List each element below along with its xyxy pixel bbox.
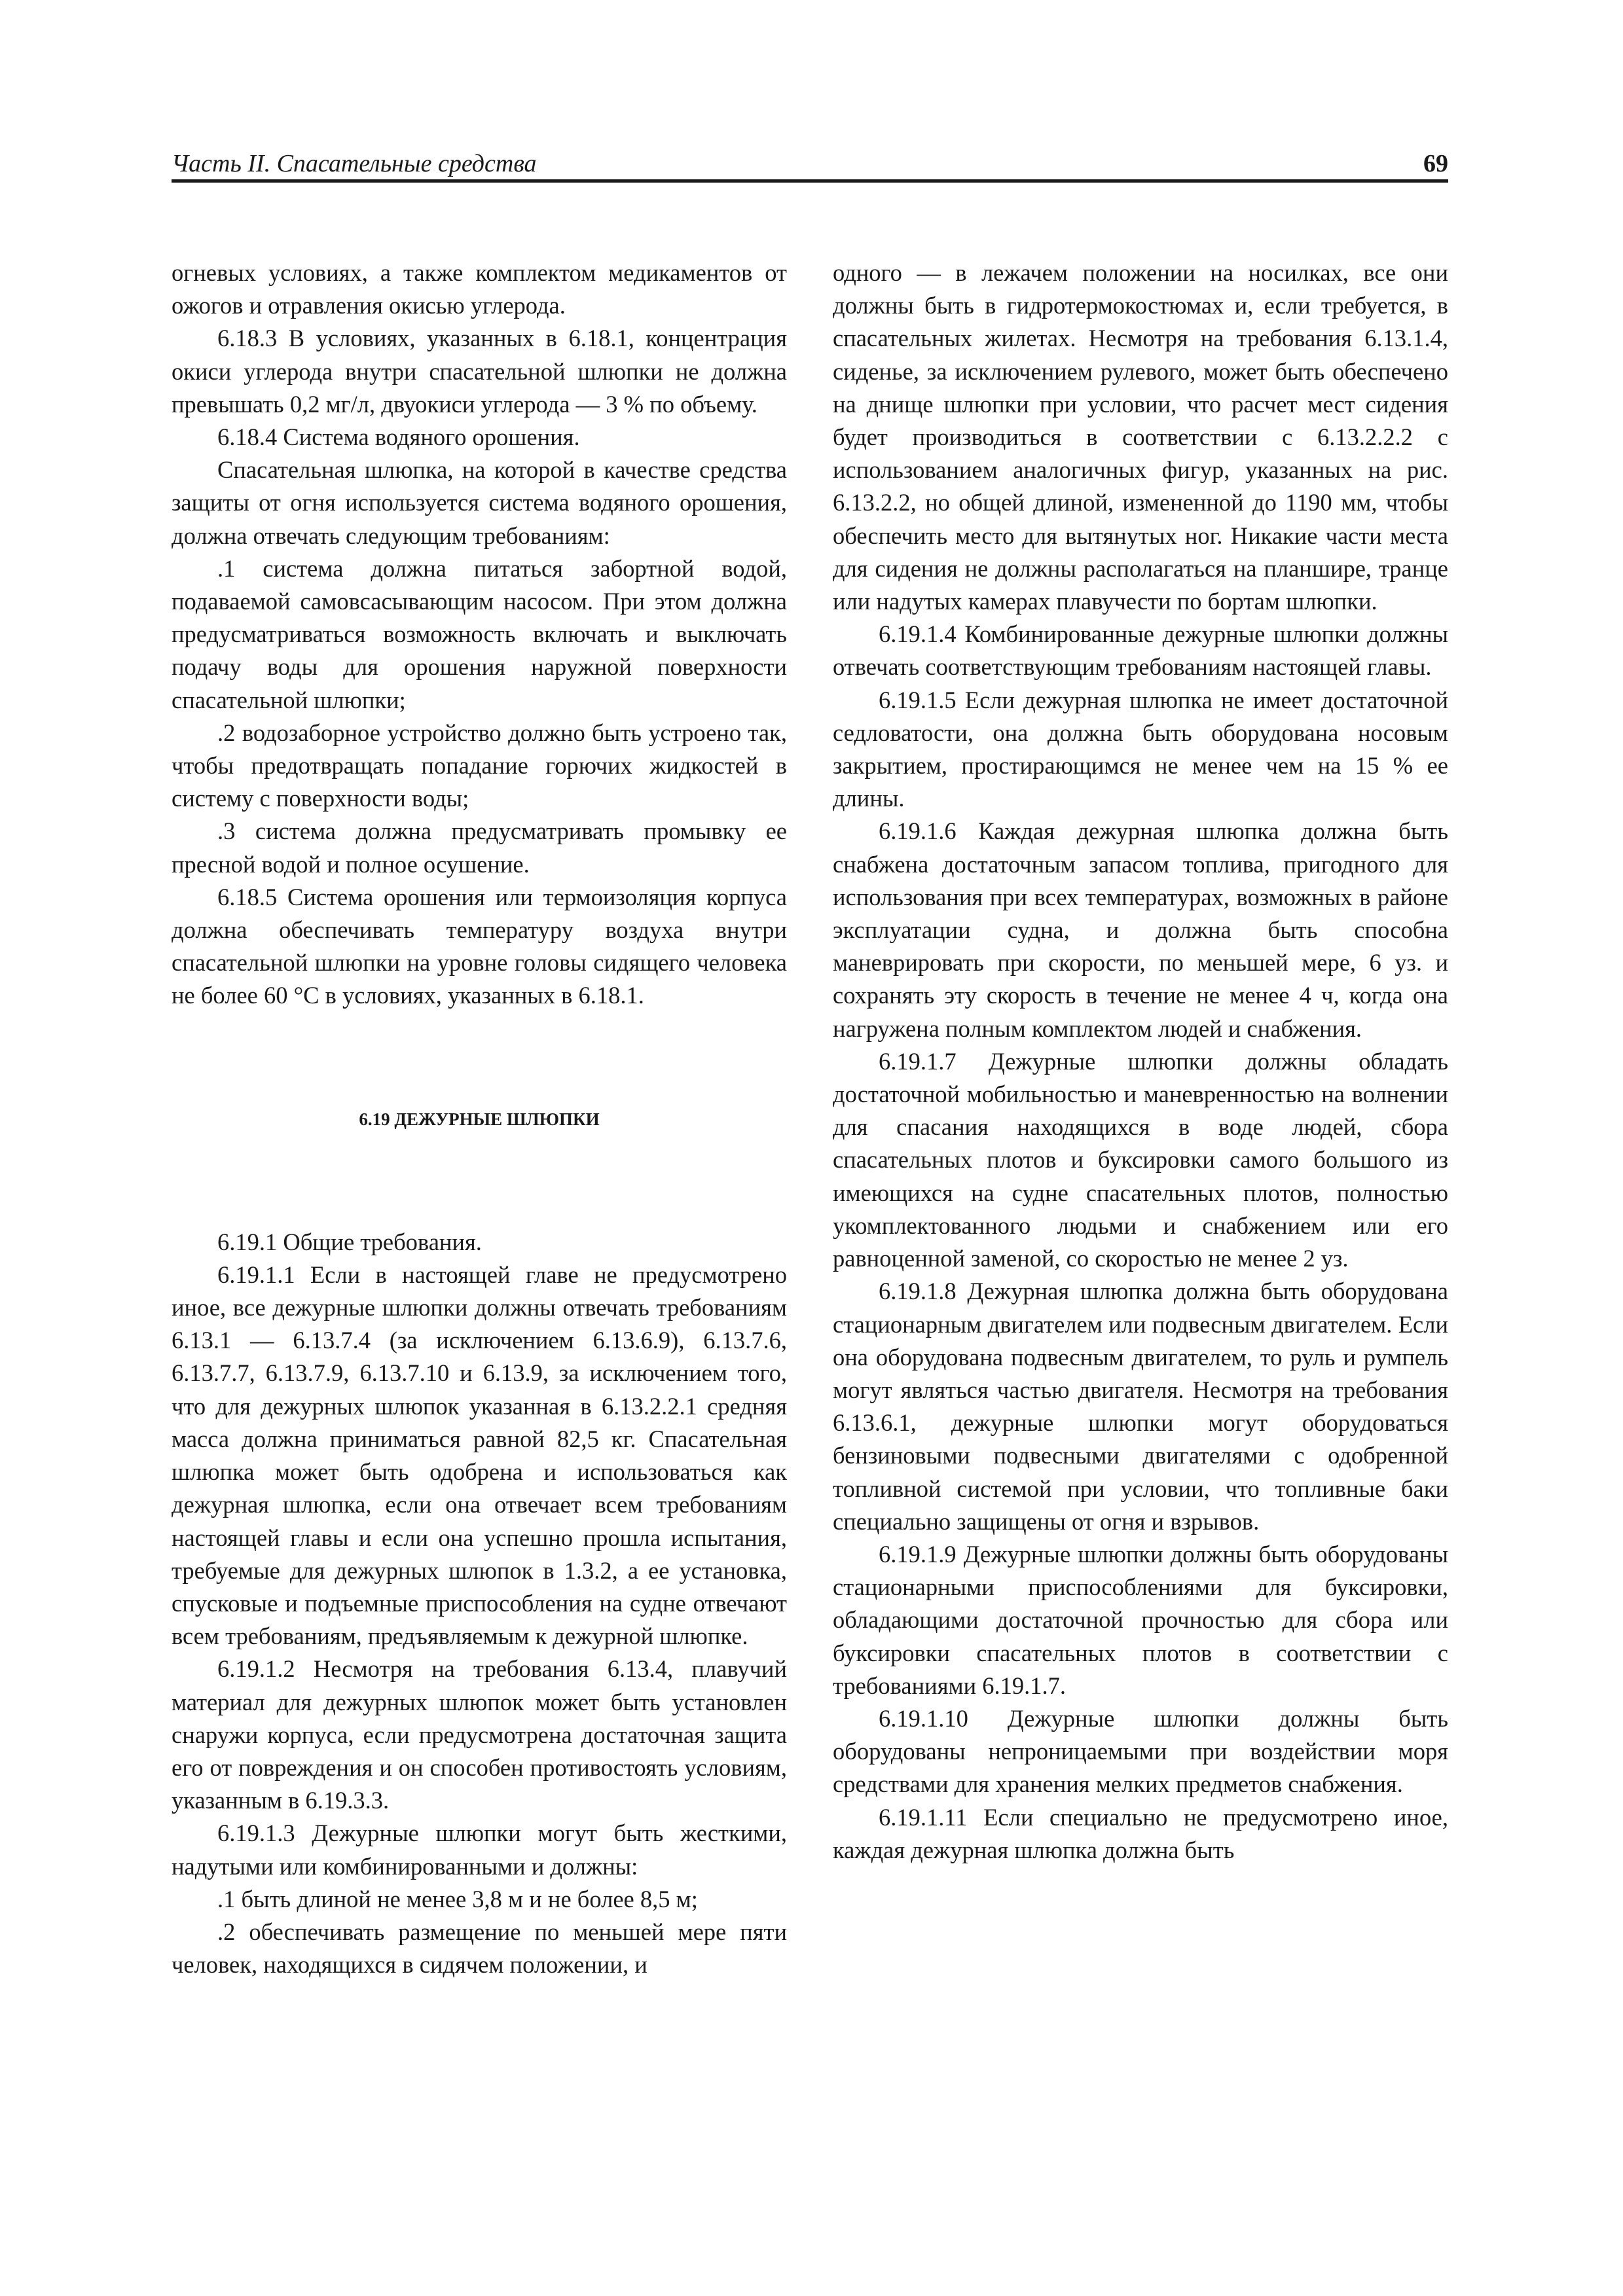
page-number: 69 xyxy=(1423,150,1448,177)
paragraph: огневых условиях, а также комплектом медикаментов от ожогов и отравления окисью углерода. xyxy=(172,259,787,319)
paragraph: 6.19.1.9 Дежурные шлюпки должны быть оборудованы стационарными приспособлениями для буксировки, обладающими достаточной прочностью для сбора или буксировки спасательных плотов в соответствии с требованиями 6.19.1.7. xyxy=(833,1540,1448,1699)
paragraph: 6.19.1.1 Если в настоящей главе не предусмотрено иное, все дежурные шлюпки должны отвечать требованиям 6.13.1 — 6.13.7.4 (за исключением 6.13.6.9), 6.13.7.6, 6.13.7.7, 6.13.7.9, 6.13.7.10 и 6.13.9, за исключением того, что для дежурных шлюпок указанная в 6.13.2.2.1 средняя масса должна приниматься равной 82,5 кг. Спасательная шлюпка может быть одобрена и использоваться как дежурная шлюпка, если она отвечает всем требованиям настоящей главы и если она успешно прошла испытания, требуемые для дежурных шлюпок в 1.3.2, а ее установка, спусковые и подъемные приспособления на судне отвечают всем требованиям, предъявляемым к дежурной шлюпке. xyxy=(172,1261,787,1650)
list-item: .1 быть длиной не менее 3,8 м и не более 8,5 м; xyxy=(217,1885,698,1912)
paragraph: .1 система должна питаться забортной водой, подаваемой самовсасывающим насосом. При этом должна предусматриваться возможность включать и выключать подачу воды для орошения наружной поверхности спасательной шлюпки; xyxy=(172,554,787,713)
left-column xyxy=(172,257,787,1981)
paragraph: 6.19.1.5 Если дежурная шлюпка не имеет достаточной седловатости, она должна быть оборудована носовым закрытием, простирающимся не менее чем на 15 % ее длины. xyxy=(833,686,1448,812)
paragraph: 6.18.3 В условиях, указанных в 6.18.1, концентрация окиси углерода внутри спасательной шлюпки не должна превышать 0,2 мг/л, двуокиси углерода — 3 % по объему. xyxy=(172,325,787,418)
paragraph: 6.19.1.6 Каждая дежурная шлюпка должна быть снабжена достаточным запасом топлива, пригодного для использования при всех температурах, возможных в районе эксплуатации судна, и должна быть способна маневрировать при скорости, по меньшей мере, 6 уз. и сохранять эту скорость в течение не менее 4 ч, когда она нагружена полным комплектом людей и снабжения. xyxy=(833,817,1448,1042)
list-item: .2 обеспечивать размещение по меньшей мере пяти человек, находящихся в сидячем положении, и xyxy=(172,1918,787,1979)
right-column xyxy=(833,257,1448,1867)
paragraph: 6.19.1.8 Дежурная шлюпка должна быть оборудована стационарным двигателем или подвесным двигателем. Если она оборудована подвесным двигателем, то руль и румпель могут являться частью двигателя. Несмотря на требования 6.13.6.1, дежурные шлюпки могут оборудоваться бензиновыми подвесными двигателями с одобренной топливной системой при условии, что топливные баки специально защищены от огня и взрывов. xyxy=(833,1278,1448,1535)
subsection-heading: 6.19.1 Общие требования. xyxy=(217,1228,482,1255)
paragraph: 6.19.1.11 Если специально не предусмотрено иное, каждая дежурная шлюпка должна быть xyxy=(833,1803,1448,1863)
paragraph: .2 водозаборное устройство должно быть устроено так, чтобы предотвращать попадание горючих жидкостей в систему с поверхности воды; xyxy=(172,719,787,812)
paragraph: Спасательная шлюпка, на которой в качестве средства защиты от огня используется система водяного орошения, должна отвечать следующим требованиям: xyxy=(172,456,787,549)
paragraph: .3 система должна предусматривать промывку ее пресной водой и полное осушение. xyxy=(172,817,787,878)
paragraph: 6.19.1.7 Дежурные шлюпки должны обладать достаточной мобильностью и маневренностью на волнении для спасания находящихся в воде людей, сбора спасательных плотов и буксировки самого большого из имеющихся на судне спасательных плотов, полностью укомплектованного людьми и снабжением или его равноценной заменой, со скоростью не менее 2 уз. xyxy=(833,1047,1448,1272)
paragraph: 6.19.1.4 Комбинированные дежурные шлюпки должны отвечать соответствующим требованиям настоящей главы. xyxy=(833,620,1448,681)
paragraph: 6.18.4 Система водяного орошения. xyxy=(217,423,580,451)
paragraph: 6.19.1.10 Дежурные шлюпки должны быть оборудованы непроницаемыми при воздействии моря средствами для хранения мелких предметов снабжения. xyxy=(833,1704,1448,1798)
paragraph: 6.19.1.3 Дежурные шлюпки могут быть жесткими, надутыми или комбинированными и должны: xyxy=(172,1820,787,1880)
section-heading: 6.19 ДЕЖУРНЫЕ ШЛЮПКИ xyxy=(359,1109,600,1129)
running-title: Часть II. Спасательные средства xyxy=(172,150,537,177)
paragraph: 6.18.5 Система орошения или термоизоляция корпуса должна обеспечивать температуру воздуха внутри спасательной шлюпки на уровне головы сидящего человека не более 60 °С в условиях, указанных в 6.18.1. xyxy=(172,883,787,1009)
paragraph: 6.19.1.2 Несмотря на требования 6.13.4, плавучий материал для дежурных шлюпок может быть установлен снаружи корпуса, если предусмотрена достаточная защита его от повреждения и он способен противостоять условиям, указанным в 6.19.3.3. xyxy=(172,1655,787,1814)
paragraph: одного — в лежачем положении на носилках, все они должны быть в гидротермокостюмах и, если требуется, в спасательных жилетах. Несмотря на требования 6.13.1.4, сиденье, за исключением рулевого, может быть обеспечено на днище шлюпки при условии, что расчет мест сидения будет производиться в соответствии с 6.13.2.2.2 с использованием аналогичных фигур, указанных на рис. 6.13.2.2, но общей длиной, измененной до 1190 мм, чтобы обеспечить место для вытянутых ног. Никакие части места для сидения не должны располагаться на планшире, транце или надутых камерах плавучести по бортам шлюпки. xyxy=(833,259,1448,615)
page-header xyxy=(172,145,1448,183)
